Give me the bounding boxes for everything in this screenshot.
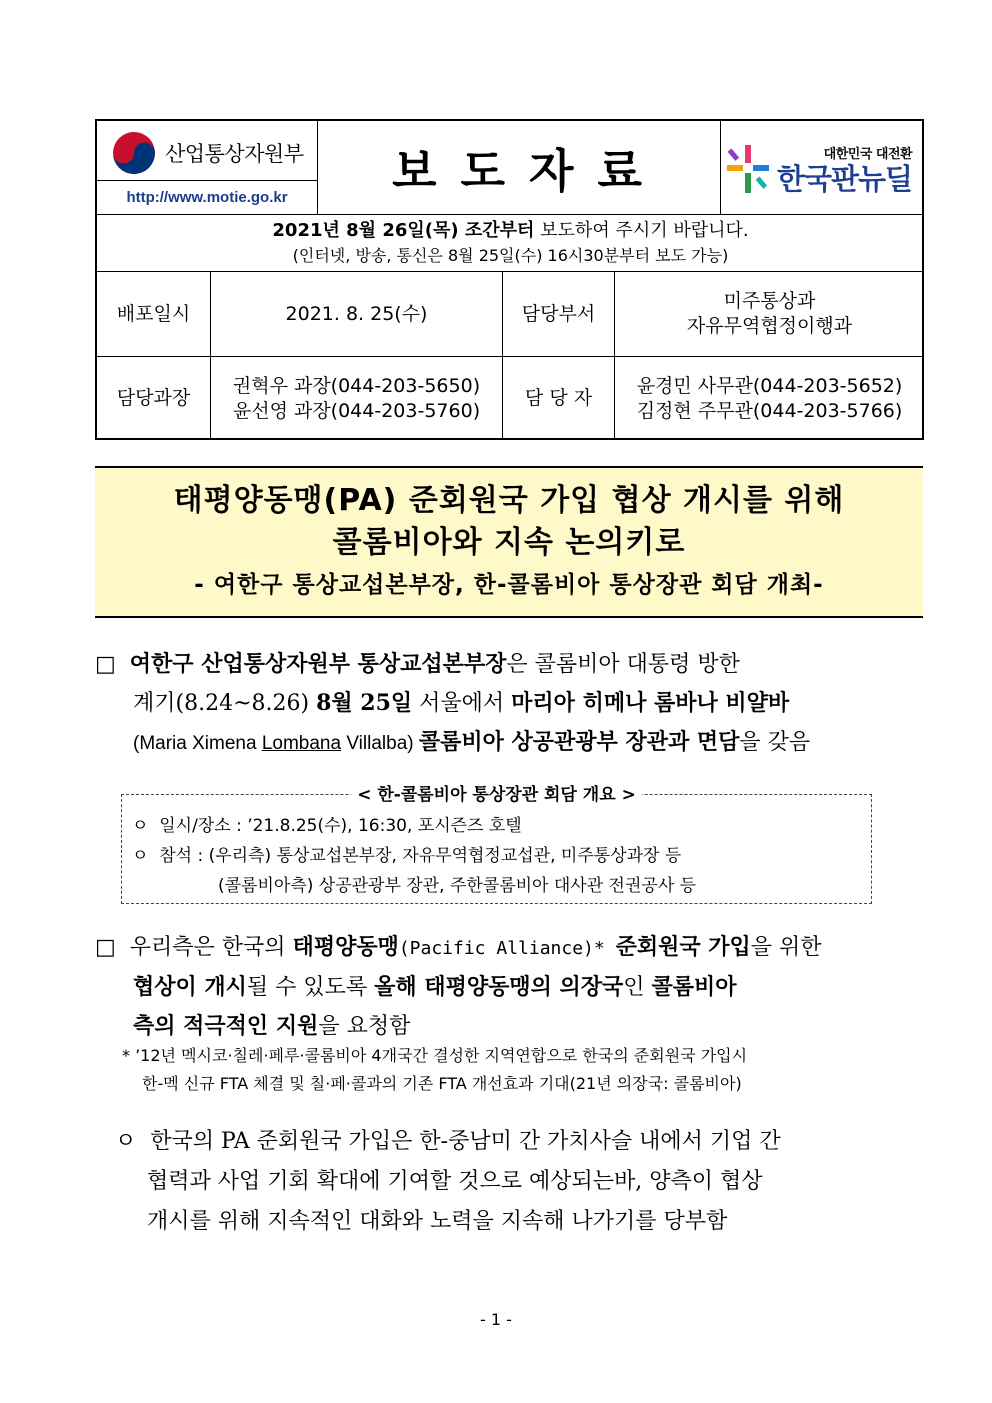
divider xyxy=(720,121,721,214)
square-bullet-icon: □ xyxy=(95,652,116,677)
taegeuk-emblem-icon xyxy=(111,130,157,176)
body-text: 계기(8.24~8.26) xyxy=(133,691,317,716)
body-text: 을 위한 xyxy=(750,935,822,960)
embargo-date: 2021년 8월 26일(목) 조간부터 xyxy=(272,220,535,241)
embargo-note: (인터넷, 방송, 통신은 8월 25일(수) 16시30분부터 보도 가능) xyxy=(292,246,729,265)
paragraph-1 xyxy=(95,645,905,763)
meeting-title-wrap xyxy=(121,780,872,805)
embargo-cell xyxy=(97,215,924,271)
new-deal-logo xyxy=(725,129,920,209)
body-text: 인 xyxy=(623,975,652,1000)
ministry-name: 산업통상자원부 xyxy=(165,143,304,166)
meeting-attendees: 참석 : (우리측) 통상교섭본부장, 자유무역협정교섭관, 미주통상과장 등 xyxy=(159,846,682,866)
meeting-overview-box xyxy=(121,794,872,904)
footnote-line: 한-멕 신규 FTA 체결 및 칠·페·콜과의 기존 FTA 개선효과 기대(21년 의장국: 콜롬비아) xyxy=(142,1074,742,1093)
director-label: 담당과장 xyxy=(116,387,191,409)
director-contact: 윤선영 과장(044-203-5760) xyxy=(232,399,481,422)
circle-bullet-icon: ㅇ xyxy=(115,1129,137,1154)
body-text: 서울에서 xyxy=(412,691,512,716)
bold-text: 마리아 히메나 롬바나 비얄바 xyxy=(511,690,790,716)
body-text: 을 요청함 xyxy=(318,1014,411,1039)
meeting-item xyxy=(132,841,681,871)
footnote-line: * ’12년 멕시코·칠레·페루·콜롬비아 4개국간 결성한 지역연합으로 한국의 준회원국 가입시 xyxy=(122,1046,748,1065)
circle-bullet-icon: ㅇ xyxy=(132,846,149,866)
body-text: 은 콜롬비아 대통령 방한 xyxy=(506,652,740,677)
meeting-item xyxy=(132,811,522,841)
headline-line2: 콜롬비아와 지속 논의키로 xyxy=(332,525,686,560)
doc-type-cell xyxy=(318,121,720,214)
subheadline: - 여한구 통상교섭본부장, 한-콜롬비아 통상장관 회담 개최- xyxy=(194,572,824,598)
bold-text: 측의 적극적인 지원 xyxy=(133,1013,319,1039)
bold-text: 8월 25일 xyxy=(316,690,413,716)
bold-text: 여한구 산업통상자원부 통상교섭본부장 xyxy=(129,651,507,677)
bold-text: 준회원국 가입 xyxy=(615,934,751,960)
body-text: 협력과 사업 기회 확대에 기여할 것으로 예상되는바, 양측이 협상 xyxy=(147,1169,763,1194)
headline-line1: 태평양동맹(PA) 준회원국 가입 협상 개시를 위해 xyxy=(173,483,845,518)
bold-text: 콜롬비아 상공관광부 장관과 면담 xyxy=(418,729,740,755)
body-text: 을 갖음 xyxy=(739,730,811,755)
bold-text: 올해 태평양동맹의 의장국 xyxy=(374,974,624,1000)
footnote xyxy=(122,1042,747,1098)
paragraph-2 xyxy=(95,928,905,1046)
meeting-time-place: 일시/장소 : ’21.8.25(수), 16:30, 포시즌즈 호텔 xyxy=(159,816,522,836)
contact-cell xyxy=(615,357,924,440)
ministry-logo xyxy=(111,129,311,177)
release-label: 배포일시 xyxy=(116,302,191,325)
dept-name: 자유무역협정이행과 xyxy=(686,315,853,337)
website-cell xyxy=(97,181,317,214)
body-text: 개시를 위해 지속적인 대화와 노력을 지속해 나가기를 당부함 xyxy=(147,1209,728,1234)
slogan-small: 대한민국 대전환 xyxy=(823,146,913,162)
body-text: 우리측은 한국의 xyxy=(129,935,293,960)
underlined-text: Lombana xyxy=(261,733,342,754)
dept-cell xyxy=(615,272,924,356)
body-text: (Pacific Alliance)* xyxy=(398,938,616,959)
body-text: Villalba) xyxy=(341,733,419,754)
staff-contact: 김정현 주무관(044-203-5766) xyxy=(636,399,903,422)
dept-name: 미주통상과 xyxy=(723,290,816,312)
doc-type-title: 보 도 자 료 xyxy=(392,143,646,198)
circle-bullet-icon: ㅇ xyxy=(132,816,149,836)
paragraph-3 xyxy=(115,1122,905,1242)
meeting-title: < 한-콜롬비아 통상장관 회담 개요 > xyxy=(351,785,642,805)
slogan-big: 한국판뉴딜 xyxy=(777,161,913,196)
staff-contact: 윤경민 사무관(044-203-5652) xyxy=(636,374,903,397)
spark-logo-icon xyxy=(725,143,771,195)
embargo-text: 보도하여 주시기 바랍니다. xyxy=(534,220,749,241)
square-bullet-icon: □ xyxy=(95,935,116,960)
dept-label: 담당부서 xyxy=(521,302,596,325)
header-table xyxy=(95,119,924,440)
bold-text: 태평양동맹 xyxy=(292,934,399,960)
release-date: 2021. 8. 25(수) xyxy=(285,302,428,325)
contact-label: 담 당 자 xyxy=(524,387,593,409)
headline-box xyxy=(95,466,923,618)
director-cell xyxy=(211,357,502,440)
website-link[interactable]: http://www.motie.go.kr xyxy=(126,189,288,206)
meeting-attendees-other: (콜롬비아측) 상공관광부 장관, 주한콜롬비아 대사관 전권공사 등 xyxy=(218,876,697,896)
page-number: - 1 - xyxy=(480,1310,512,1329)
body-text: 될 수 있도록 xyxy=(246,975,375,1000)
body-text: (Maria Ximena xyxy=(133,733,262,754)
body-text: 한국의 PA 준회원국 가입은 한-중남미 간 가치사슬 내에서 기업 간 xyxy=(150,1129,781,1154)
bold-text: 협상이 개시 xyxy=(133,974,247,1000)
bold-text: 콜롬비아 xyxy=(651,974,737,1000)
director-contact: 권혁우 과장(044-203-5650) xyxy=(232,374,481,397)
